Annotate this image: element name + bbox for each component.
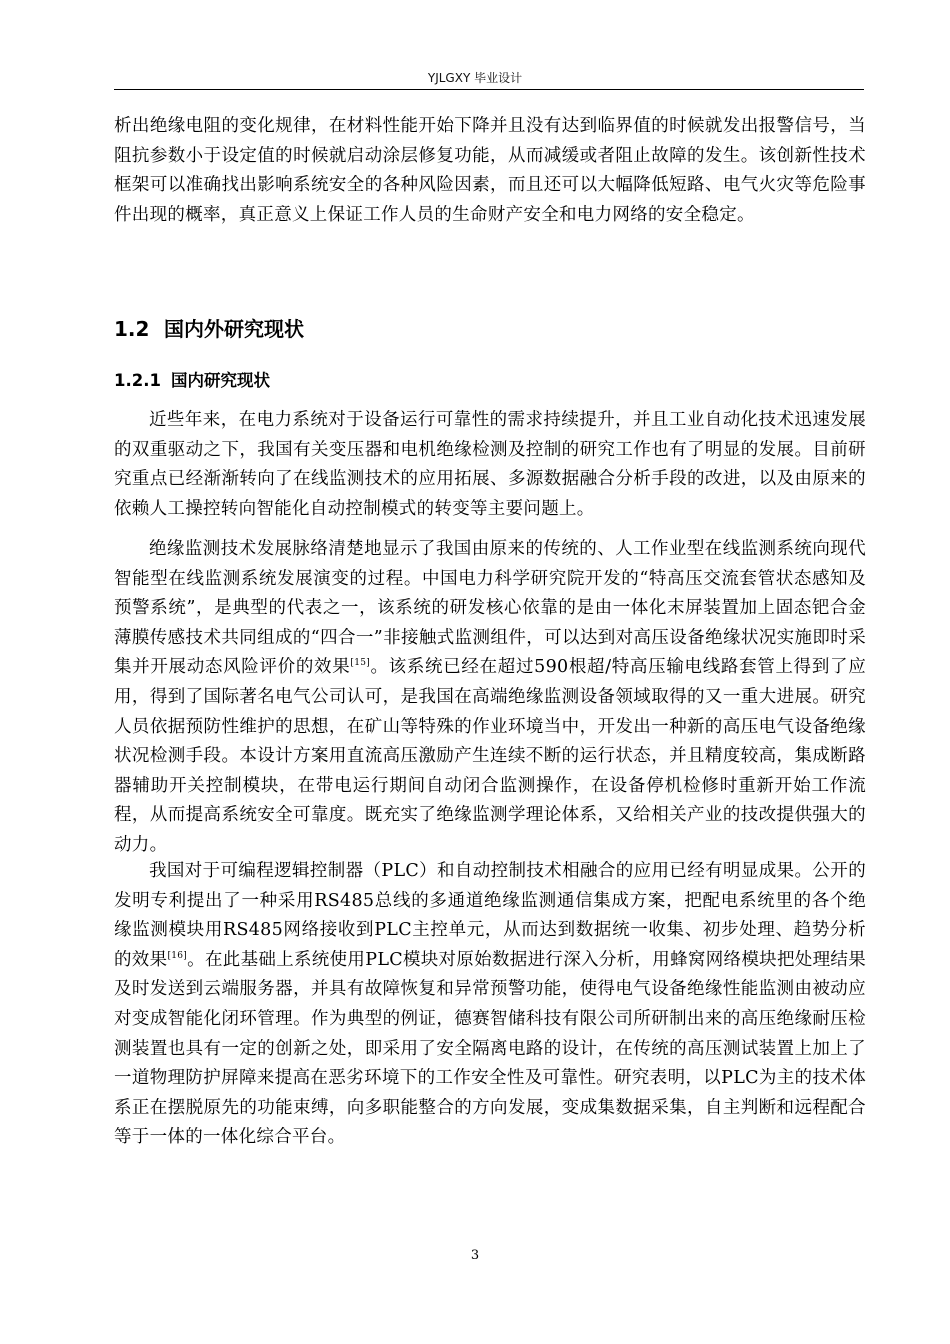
paragraph-3-text-a: 我国对于可编程逻辑控制器（PLC）和自动控制技术相融合的应用已经有明显成果。公开的发明专利提出了一种采用RS485总线的多通道绝缘监测通信集成方案，把配电系统里的各个绝缘监测模块用RS485网络接收到PLC主控单元，从而达到数据统一收集、初步处理、趋势分析的效果 bbox=[114, 861, 866, 970]
body-paragraph-2 bbox=[114, 535, 866, 861]
section-heading bbox=[114, 313, 304, 342]
section-number: 1.2 bbox=[114, 317, 150, 341]
page-header-title: YJLGXY 毕业设计 bbox=[427, 71, 523, 85]
page-number: 3 bbox=[470, 1248, 480, 1263]
subsection-number: 1.2.1 bbox=[114, 371, 161, 390]
body-paragraph-3 bbox=[114, 857, 866, 1153]
paragraph-3-text-b: 。在此基础上系统使用PLC模块对原始数据进行深入分析，用蜂窝网络模块把处理结果及时发送到云端服务器，并具有故障恢复和异常预警功能，使得电气设备绝缘性能监测由被动应对变成智能化闭环管理。作为典型的例证，德赛智储科技有限公司所研制出来的高压绝缘耐压检测装置也具有一定的创新之处，即采用了安全隔离电路的设计，在传统的高压测试装置上加上了一道物理防护屏障来提高在恶劣环境下的工作安全性及可靠性。研究表明，以PLC为主的技术体系正在摆脱原先的功能束缚，向多职能整合的方向发展，变成集数据采集，自主判断和远程配合等于一体的一体化综合平台。 bbox=[114, 949, 866, 1148]
paragraph-2-text-b: 。该系统已经在超过590根超/特高压输电线路套管上得到了应用，得到了国际著名电气公司认可，是我国在高端绝缘监测设备领域取得的又一重大进展。研究人员依据预防性维护的思想，在矿山等特殊的作业环境当中，开发出一种新的高压电气设备绝缘状况检测手段。本设计方案用直流高压激励产生连续不断的运行状态，并且精度较高，集成断路器辅助开关控制模块，在带电运行期间自动闭合监测操作，在设备停机检修时重新开始工作流程，从而提高系统安全可靠度。既充实了绝缘监测学理论体系，又给相关产业的技改提供强大的动力。 bbox=[114, 657, 866, 855]
section-title: 国内外研究现状 bbox=[164, 317, 304, 341]
body-paragraph-1: 近些年来，在电力系统对于设备运行可靠性的需求持续提升，并且工业自动化技术迅速发展的双重驱动之下，我国有关变压器和电机绝缘检测及控制的研究工作也有了明显的发展。目前研究重点已经渐渐转向了在线监测技术的应用拓展、多源数据融合分析手段的改进，以及由原来的依赖人工操控转向智能化自动控制模式的转变等主要问题上。 bbox=[114, 410, 866, 519]
citation-16: [16] bbox=[167, 950, 188, 961]
header-divider bbox=[114, 89, 864, 90]
subsection-title: 国内研究现状 bbox=[171, 371, 270, 390]
intro-paragraph: 析出绝缘电阻的变化规律，在材料性能开始下降并且没有达到临界值的时候就发出报警信号，当阻抗参数小于设定值的时候就启动涂层修复功能，从而减缓或者阻止故障的发生。该创新性技术框架可以准确找出影响系统安全的各种风险因素，而且还可以大幅降低短路、电气火灾等危险事件出现的概率，真正意义上保证工作人员的生命财产安全和电力网络的安全稳定。 bbox=[114, 116, 866, 225]
subsection-heading bbox=[114, 367, 270, 391]
paragraph-2-text-a: 绝缘监测技术发展脉络清楚地显示了我国由原来的传统的、人工作业型在线监测系统向现代智能型在线监测系统发展演变的过程。中国电力科学研究院开发的“特高压交流套管状态感知及预警系统”，是典型的代表之一，该系统的研发核心依靠的是由一体化末屏装置加上固态钯合金薄膜传感技术共同组成的“四合一”非接触式监测组件，可以达到对高压设备绝缘状况实施即时采集并开展动态风险评价的效果 bbox=[114, 539, 866, 678]
citation-15: [15] bbox=[350, 658, 371, 669]
